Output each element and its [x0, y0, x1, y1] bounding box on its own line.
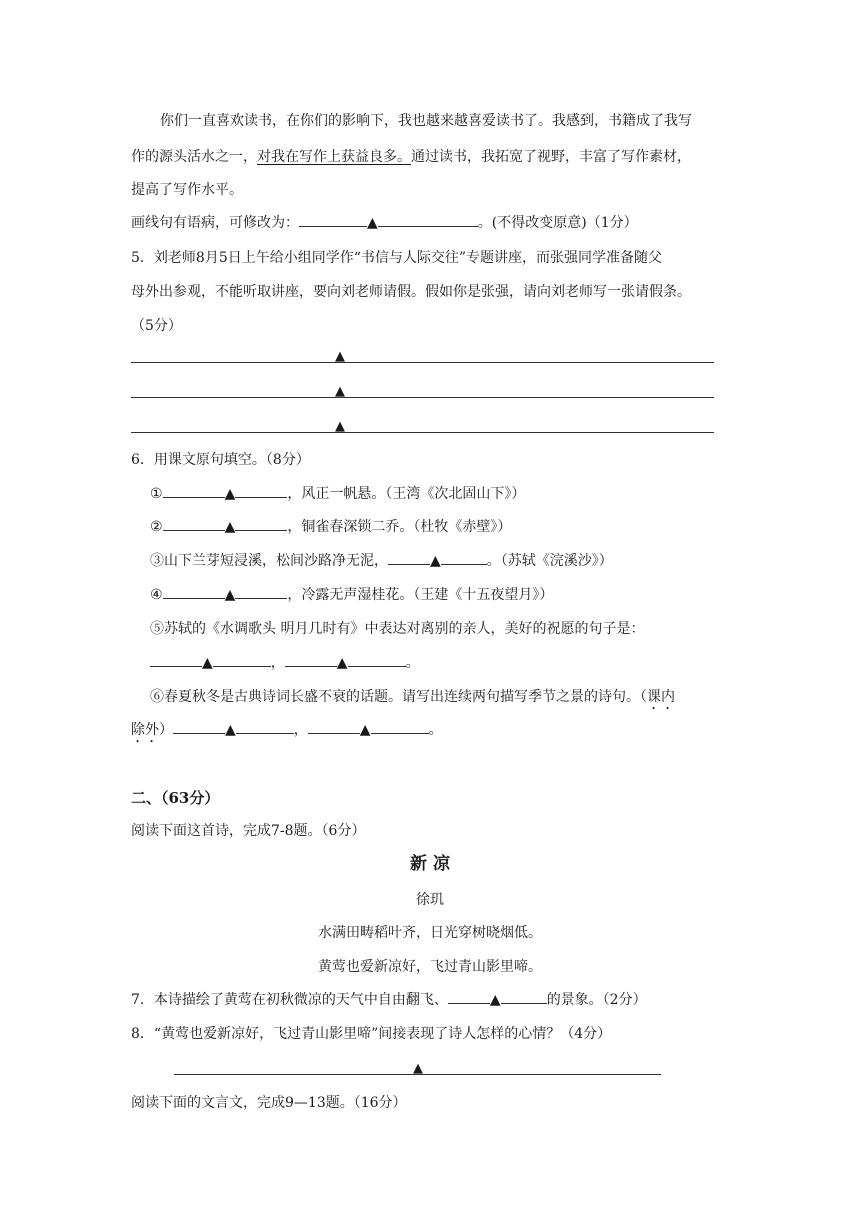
answer-blank[interactable] — [308, 721, 360, 734]
q4-prompt: 画线句有语病，可修改为： — [131, 215, 299, 231]
poem-author: 徐玑 — [416, 892, 444, 908]
answer-line[interactable] — [131, 432, 714, 433]
q4-line — [131, 213, 638, 233]
q6-item-5-answer — [150, 653, 420, 673]
passage-line-2-pre: 作的源头活水之一， — [131, 149, 257, 165]
triangle-icon: ▲ — [224, 519, 236, 535]
answer-blank[interactable] — [163, 586, 225, 599]
period: 。 — [405, 655, 420, 671]
emphasis-text: 课内 — [647, 689, 675, 705]
answer-blank[interactable] — [163, 485, 225, 498]
q6-item-2 — [150, 517, 511, 537]
triangle-icon: ▲ — [225, 722, 236, 738]
section-heading: 二、（63分） — [131, 789, 220, 807]
triangle-icon: ▲ — [489, 992, 501, 1008]
triangle-icon: ▲ — [367, 215, 378, 231]
q6-title: 6．用课文原句填空。（8分） — [131, 452, 310, 468]
q5-line-2: 母外出参观，不能听取讲座，要向刘老师请假。假如你是张强，请向刘老师写一张请假条。 — [131, 284, 691, 300]
period: 。 — [428, 722, 443, 738]
answer-blank[interactable] — [378, 214, 478, 227]
q7-line — [131, 990, 647, 1010]
answer-line[interactable] — [131, 362, 714, 363]
triangle-icon: ▲ — [335, 349, 345, 364]
answer-blank[interactable] — [285, 654, 337, 667]
answer-blank[interactable] — [299, 214, 367, 227]
answer-line[interactable] — [131, 397, 714, 398]
q7-post: 的景象。（2分） — [546, 992, 647, 1008]
q5-line-1: 5．刘老师8月5日上午给小组同学作“书信与人际交往”专题讲座，而张强同学准备随父 — [131, 250, 663, 266]
q6-item-4 — [150, 585, 553, 605]
q6-item-6-answer — [131, 720, 443, 746]
answer-blank[interactable] — [163, 518, 225, 531]
item-number: ② — [150, 519, 163, 535]
item-text: ，风正一帆悬。（王湾《次北固山下》） — [287, 486, 526, 502]
poem-title: 新 凉 — [410, 854, 450, 874]
answer-blank[interactable] — [235, 485, 287, 498]
answer-blank[interactable] — [150, 654, 202, 667]
item-text: ⑥春夏秋冬是古典诗词长盛不衰的话题。请写出连续两句描写季节之景的诗句。（ — [150, 689, 647, 705]
answer-blank[interactable] — [213, 654, 271, 667]
q4-note: 。(不得改变原意)（1分） — [477, 215, 638, 231]
q5-line-3: （5分） — [131, 318, 182, 334]
answer-blank[interactable] — [388, 552, 430, 565]
triangle-icon: ▲ — [224, 587, 236, 603]
passage-line-2-post: 通过读书，我拓宽了视野，丰富了写作素材， — [411, 149, 691, 165]
answer-blank[interactable] — [236, 721, 294, 734]
answer-blank[interactable] — [173, 721, 225, 734]
triangle-icon: ▲ — [359, 722, 371, 738]
triangle-icon: ▲ — [335, 384, 345, 399]
q6-item-5: ⑤苏轼的《水调歌头 明月几时有》中表达对离别的亲人，美好的祝愿的句子是： — [150, 621, 645, 637]
answer-blank[interactable] — [501, 991, 547, 1004]
item-text: ③山下兰芽短浸溪，松间沙路净无泥， — [150, 553, 388, 569]
emphasis-text: 除外 — [131, 722, 159, 738]
classical-intro: 阅读下面的文言文，完成9—13题。（16分） — [131, 1095, 407, 1111]
passage-line-2 — [131, 147, 691, 167]
paren: ） — [159, 722, 173, 738]
q7-prompt: 7．本诗描绘了黄莺在初秋微凉的天气中自由翻飞、 — [131, 992, 448, 1008]
q6-item-3 — [150, 551, 613, 571]
triangle-icon: ▲ — [224, 486, 236, 502]
comma: ， — [293, 722, 308, 738]
triangle-icon: ▲ — [430, 553, 441, 569]
underlined-sentence: 对我在写作上获益良多。 — [257, 149, 411, 165]
triangle-icon: ▲ — [336, 655, 348, 671]
triangle-icon: ▲ — [413, 1061, 423, 1076]
answer-blank[interactable] — [348, 654, 406, 667]
answer-blank[interactable] — [371, 721, 429, 734]
triangle-icon: ▲ — [335, 419, 345, 434]
passage-line-1: 你们一直喜欢读书，在你们的影响下，我也越来越喜爱读书了。我感到，书籍成了我写 — [160, 113, 692, 129]
passage-line-3: 提高了写作水平。 — [131, 182, 243, 198]
item-text: ，铜雀春深锁二乔。（杜牧《赤壁》） — [287, 519, 512, 535]
item-source: 。（苏轼《浣溪沙》） — [486, 553, 613, 569]
answer-blank[interactable] — [448, 991, 490, 1004]
poem-line-2: 黄莺也爱新凉好，飞过青山影里啼。 — [318, 959, 542, 975]
triangle-icon: ▲ — [202, 655, 213, 671]
item-text: ，冷露无声湿桂花。（王建《十五夜望月》） — [287, 587, 554, 603]
poem-intro: 阅读下面这首诗，完成7-8题。（6分） — [131, 823, 366, 839]
q6-item-1 — [150, 484, 525, 504]
item-number: ① — [150, 486, 163, 502]
answer-blank[interactable] — [441, 552, 487, 565]
poem-line-1: 水满田畴稻叶齐，日光穿树晓烟低。 — [318, 925, 542, 941]
answer-blank[interactable] — [235, 518, 287, 531]
comma: ， — [270, 655, 285, 671]
q6-item-6 — [150, 687, 675, 713]
q8-question: 8．“黄莺也爱新凉好，飞过青山影里啼”间接表现了诗人怎样的心情？（4分） — [131, 1026, 612, 1042]
item-number: ④ — [150, 587, 163, 603]
answer-blank[interactable] — [235, 586, 287, 599]
